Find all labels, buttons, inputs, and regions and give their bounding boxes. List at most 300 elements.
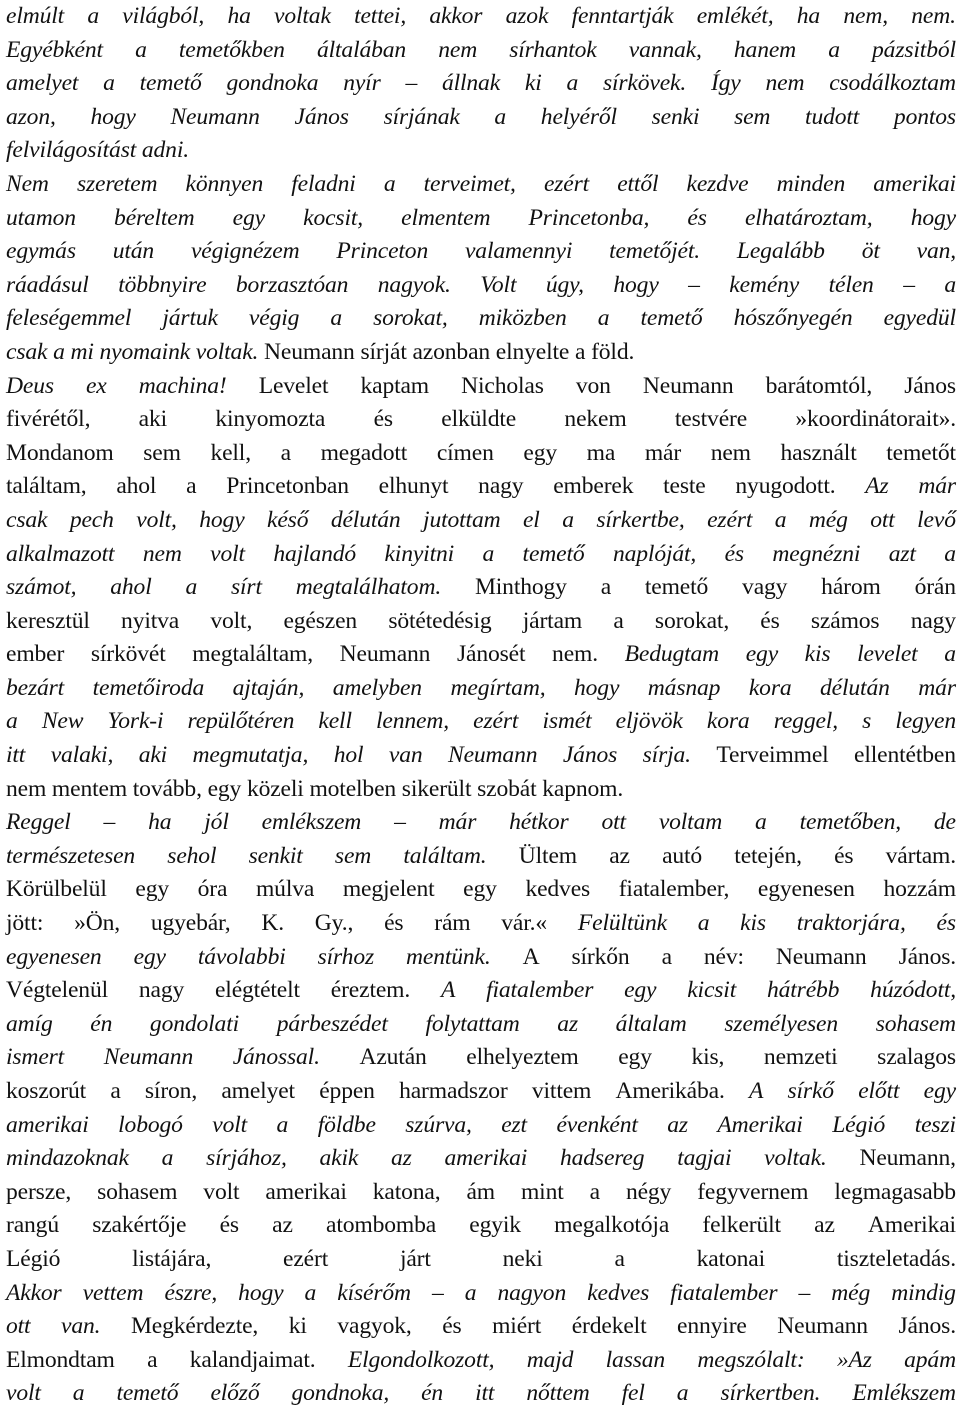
word: apám xyxy=(904,1346,956,1373)
word: elküldte xyxy=(441,406,517,433)
document-page xyxy=(6,0,956,1411)
word: János xyxy=(294,103,349,130)
word: hogy xyxy=(199,506,245,533)
word: Így xyxy=(710,70,741,97)
word: ember xyxy=(6,641,65,668)
word: sírkő xyxy=(787,1078,834,1104)
word: volt, xyxy=(210,607,253,634)
word: Elmondtam xyxy=(6,1346,115,1373)
word: amelyet xyxy=(6,70,79,97)
word: amerikai xyxy=(265,1178,347,1205)
word: kalandjaimat. xyxy=(189,1346,316,1373)
word: hogy xyxy=(90,103,136,130)
word: nem, xyxy=(843,3,888,29)
word: de xyxy=(933,809,956,836)
word: utamon xyxy=(6,204,76,231)
word: szeretem xyxy=(76,170,158,197)
word: jól xyxy=(204,809,229,836)
word: egy xyxy=(618,1044,652,1071)
text-line xyxy=(6,235,956,269)
word: a xyxy=(110,1078,121,1104)
word: ma xyxy=(586,439,616,466)
word: Az xyxy=(865,473,889,500)
word: teste xyxy=(663,473,706,500)
word: hogy xyxy=(574,674,620,701)
word: sírhantok xyxy=(509,36,597,63)
word: hol xyxy=(333,742,364,769)
word: hogy xyxy=(613,271,659,298)
word: majd xyxy=(526,1346,574,1373)
word: tettei, xyxy=(354,3,407,29)
word: Felültünk xyxy=(577,910,667,937)
word: Azután xyxy=(359,1044,427,1071)
word: kis xyxy=(804,641,831,668)
word: Neumann xyxy=(642,372,734,399)
word: én xyxy=(90,1010,113,1037)
text-line xyxy=(6,1075,956,1109)
text-line xyxy=(6,806,956,840)
word: bezárt xyxy=(6,674,65,701)
word: télen xyxy=(828,271,874,298)
word: temető xyxy=(139,70,202,97)
word: barátomtól, xyxy=(765,372,873,399)
word: évenként xyxy=(556,1111,638,1138)
word: rangú xyxy=(6,1212,59,1239)
text-line xyxy=(6,101,956,135)
word: azon, xyxy=(6,103,56,130)
word: sem xyxy=(734,103,771,130)
word: ott xyxy=(870,506,895,533)
word: az xyxy=(667,1111,688,1138)
word: a xyxy=(944,271,956,298)
word: vettem xyxy=(82,1279,144,1306)
word: Jánossal. xyxy=(232,1044,320,1071)
word: szalagos xyxy=(877,1044,956,1071)
word: a xyxy=(72,1380,85,1407)
word: hogy xyxy=(910,204,956,231)
word: egy xyxy=(232,204,265,231)
text-line xyxy=(6,1310,956,1344)
word: fegyvernem xyxy=(697,1178,809,1205)
word: természetesen xyxy=(6,842,136,869)
text-line xyxy=(6,403,956,437)
word: vittem xyxy=(531,1078,592,1104)
word: ezért xyxy=(473,708,519,735)
word: emlékét, xyxy=(696,3,774,29)
word: autó xyxy=(662,842,703,869)
word: nagy xyxy=(478,473,524,500)
text-line xyxy=(6,1377,956,1411)
word: legyen xyxy=(895,708,956,735)
word: Légió xyxy=(832,1111,886,1138)
word: – xyxy=(405,70,418,97)
word: nyír xyxy=(343,70,381,97)
word: ahol xyxy=(110,574,152,601)
word: senki xyxy=(651,103,700,130)
word: a xyxy=(330,305,342,332)
word: állnak xyxy=(441,70,501,97)
word: már xyxy=(644,439,682,466)
word: levő xyxy=(917,506,956,533)
word: volt xyxy=(210,540,245,567)
word: eljövök xyxy=(615,708,683,735)
word: itt xyxy=(475,1380,495,1407)
word: katonai xyxy=(696,1245,766,1272)
word: sem xyxy=(143,439,181,466)
word: fiatalember xyxy=(486,977,594,1004)
word: Ültem xyxy=(518,842,577,869)
word: nagyok. xyxy=(377,271,451,298)
word: lassan xyxy=(605,1346,666,1373)
text-line xyxy=(6,67,956,101)
word: A xyxy=(440,977,456,1004)
word: mindazoknak xyxy=(6,1145,129,1172)
word: kinyitni xyxy=(384,540,455,567)
word: jártuk xyxy=(162,305,218,332)
word: nekem xyxy=(564,406,627,433)
word: szúrva, xyxy=(405,1111,472,1138)
word: feladni xyxy=(291,170,356,197)
word: – xyxy=(903,271,915,298)
word: persze, xyxy=(6,1178,72,1205)
word: traktorjára, xyxy=(796,910,906,937)
word: sírjához, xyxy=(206,1145,287,1172)
word: vagy xyxy=(742,574,788,601)
word: temető xyxy=(640,305,703,332)
word: megírtam, xyxy=(450,674,546,701)
word: előző xyxy=(210,1380,260,1407)
word: alkalmazott xyxy=(6,540,115,567)
word: egy xyxy=(523,439,557,466)
word: három xyxy=(821,574,881,601)
word: név: xyxy=(703,943,744,970)
word: a xyxy=(464,1279,477,1306)
text-line xyxy=(6,1142,956,1176)
text-line xyxy=(6,1209,956,1243)
word: keresztül xyxy=(6,607,90,634)
word: nőttem xyxy=(526,1380,590,1407)
word: sírja. xyxy=(642,742,691,769)
word: előtt xyxy=(858,1078,900,1104)
word: találtam. xyxy=(403,842,487,869)
word: használt xyxy=(780,439,857,466)
word: egy xyxy=(135,876,169,903)
word: megalkotója xyxy=(554,1212,670,1239)
text-line xyxy=(6,605,956,639)
word: Nem xyxy=(6,170,49,197)
word: a xyxy=(185,574,198,601)
word: sírjának xyxy=(383,103,460,130)
word: sírkövét xyxy=(90,641,166,668)
word: kinyomozta xyxy=(215,406,326,433)
word: Mondanom xyxy=(6,439,114,466)
word: egyenesen xyxy=(757,876,855,903)
word: itt xyxy=(6,742,26,769)
word: vagyok, xyxy=(337,1313,412,1340)
word: Levelet xyxy=(258,372,329,399)
word: gondnoka xyxy=(226,70,319,97)
word: a xyxy=(600,574,612,601)
word: van. xyxy=(61,1313,101,1340)
word: egymás xyxy=(6,238,76,265)
word: és xyxy=(687,204,707,231)
word: amíg xyxy=(6,1010,53,1037)
word: amelyben xyxy=(332,674,422,701)
word: éppen xyxy=(319,1078,375,1104)
word: késő xyxy=(267,506,309,533)
text-line xyxy=(6,470,956,504)
word: temetőben, xyxy=(799,809,901,836)
word: ennyire xyxy=(677,1313,747,1340)
word: Princetonba, xyxy=(528,204,650,231)
word: párbeszédet xyxy=(276,1010,388,1037)
word: Neumann xyxy=(447,742,538,769)
word: egészen xyxy=(283,607,358,634)
word: el xyxy=(522,506,540,533)
word: sohasem xyxy=(875,1010,956,1037)
text-line xyxy=(6,840,956,874)
word: pázsitból xyxy=(872,36,956,63)
word: rám xyxy=(434,910,471,937)
word: a xyxy=(103,70,115,97)
word: kaptam xyxy=(360,372,430,399)
word: Minthogy xyxy=(474,574,567,601)
word: és xyxy=(219,1212,239,1239)
word: Emlékszem xyxy=(852,1380,956,1407)
word: egy xyxy=(463,876,497,903)
word: a xyxy=(661,943,672,970)
word: ki xyxy=(288,1313,307,1340)
word: ugyebár, xyxy=(150,910,231,937)
word: a xyxy=(589,1178,600,1205)
word: sírhoz xyxy=(317,943,374,970)
word: egyenesen xyxy=(6,943,102,970)
word: ott xyxy=(6,1313,31,1340)
word: és xyxy=(936,910,956,937)
word: a xyxy=(482,540,495,567)
word: János xyxy=(904,372,956,399)
word: a xyxy=(774,506,787,533)
word: temetőiroda xyxy=(92,674,205,701)
word: délután xyxy=(330,506,401,533)
word: világból, xyxy=(122,3,205,29)
word: béreltem xyxy=(114,204,195,231)
text-line xyxy=(6,34,956,68)
word: Neumann xyxy=(170,103,260,130)
word: listájára, xyxy=(132,1245,212,1272)
word: délután xyxy=(820,674,890,701)
word: már xyxy=(918,473,956,500)
word: Amerikába. xyxy=(615,1078,725,1104)
word: harmadszor xyxy=(399,1078,508,1104)
text-line xyxy=(6,1008,956,1042)
word: és xyxy=(442,1313,462,1340)
word: személyesen xyxy=(724,1010,839,1037)
text-line xyxy=(6,538,956,572)
word: Princetonban xyxy=(226,473,349,500)
text-line xyxy=(6,1041,956,1075)
word: tudott xyxy=(805,103,860,130)
word: katona, xyxy=(372,1178,441,1205)
word: János. xyxy=(898,1313,956,1340)
word: fiatalember xyxy=(670,1279,778,1306)
word: és xyxy=(373,406,393,433)
word: másnap xyxy=(647,674,721,701)
word: mentünk. xyxy=(405,943,491,970)
word: van xyxy=(388,742,423,769)
word: terveimet, xyxy=(423,170,516,197)
word: volt xyxy=(6,1380,41,1407)
word: teszi xyxy=(914,1111,956,1138)
word: York-i xyxy=(107,708,164,735)
word: akik xyxy=(319,1145,359,1172)
word: múlva xyxy=(255,876,315,903)
word: elmentem xyxy=(401,204,491,231)
word: sírkertbe, xyxy=(596,506,685,533)
word: jártam xyxy=(522,607,583,634)
word: megnézni xyxy=(772,540,861,567)
word: egy xyxy=(133,943,166,970)
word: ha xyxy=(148,809,172,836)
word: Bedugtam xyxy=(624,641,720,668)
word: elmúlt xyxy=(6,3,65,29)
word: A xyxy=(748,1078,764,1104)
word: a xyxy=(304,1279,317,1306)
word: az xyxy=(814,1212,835,1239)
word: emlékszem xyxy=(261,809,362,836)
word: távolabbi xyxy=(197,943,286,970)
word: általam xyxy=(615,1010,687,1037)
word: felkerült xyxy=(702,1212,781,1239)
word: sötétedésig xyxy=(388,607,492,634)
word: hogy xyxy=(238,1279,284,1306)
word: egy xyxy=(745,641,779,668)
word: a xyxy=(944,641,956,668)
word: tagjai xyxy=(677,1145,732,1172)
word: egyik xyxy=(469,1212,521,1239)
word: nagyon xyxy=(497,1279,567,1306)
word: emberek xyxy=(553,473,634,500)
word: nemzeti xyxy=(763,1044,838,1071)
word: Amerikai xyxy=(868,1212,956,1239)
word: voltak xyxy=(274,3,331,29)
word: Gy., xyxy=(314,910,354,937)
word: Légió xyxy=(6,1245,61,1272)
word: a xyxy=(614,1245,625,1272)
word: hozzám xyxy=(883,876,956,903)
word: ezért xyxy=(283,1245,329,1272)
word: hétkor xyxy=(509,809,569,836)
text-line xyxy=(6,1344,956,1378)
word: ismert xyxy=(6,1044,65,1071)
word: gondolati xyxy=(149,1010,240,1037)
word: nem xyxy=(142,540,182,567)
word: lennem, xyxy=(376,708,449,735)
word: éreztem. xyxy=(330,977,411,1004)
word: tetején, xyxy=(734,842,802,869)
word: Deus xyxy=(6,372,54,399)
word: ráadásul xyxy=(6,271,89,298)
word: nem. xyxy=(552,641,598,668)
word: már xyxy=(438,809,477,836)
word: a xyxy=(135,36,147,63)
word: temető xyxy=(116,1380,179,1407)
word: végignézem xyxy=(190,238,300,265)
text-line xyxy=(6,1243,956,1277)
word: már xyxy=(918,674,956,701)
word: K. xyxy=(261,910,284,937)
word: »koordinátorait». xyxy=(795,406,956,433)
word: többnyire xyxy=(118,271,207,298)
word: címen xyxy=(436,439,494,466)
word: voltak. xyxy=(764,1145,827,1172)
word: mint xyxy=(520,1178,564,1205)
word: Neumann, xyxy=(859,1145,956,1172)
word: a xyxy=(613,607,624,634)
text-line xyxy=(6,873,956,907)
text-run: felvilágosítást adni. xyxy=(6,137,189,164)
word: kell, xyxy=(210,439,251,466)
word: én xyxy=(421,1380,444,1407)
word: akkor xyxy=(429,3,483,29)
word: hadsereg xyxy=(559,1145,645,1172)
word: számos xyxy=(810,607,880,634)
word: volt, xyxy=(136,506,177,533)
text-line xyxy=(6,370,956,404)
word: valamennyi xyxy=(464,238,573,265)
word: a xyxy=(6,708,18,735)
word: ha xyxy=(796,3,821,29)
word: »Ön, xyxy=(74,910,121,937)
word: földbe xyxy=(317,1111,376,1138)
word: kedves xyxy=(525,876,591,903)
word: megadott xyxy=(320,439,408,466)
word: ahol xyxy=(116,473,157,500)
word: Végtelenül xyxy=(6,977,109,1004)
word: kemény xyxy=(729,271,800,298)
word: ezt xyxy=(501,1111,527,1138)
word: könnyen xyxy=(185,170,264,197)
text-line xyxy=(6,773,956,807)
text-line xyxy=(6,638,956,672)
word: sorokat, xyxy=(654,607,730,634)
word: aki xyxy=(138,406,168,433)
word: temető xyxy=(522,540,585,567)
word: az xyxy=(272,1212,293,1239)
word: kell xyxy=(318,708,352,735)
word: ettől xyxy=(617,170,659,197)
word: végig xyxy=(248,305,300,332)
word: elhatároztam, xyxy=(744,204,873,231)
word: Jánosét xyxy=(456,641,526,668)
word: vár.« xyxy=(501,910,548,937)
word: – xyxy=(103,809,116,836)
word: tiszteletadás. xyxy=(836,1245,956,1272)
word: temetőkben xyxy=(178,36,285,63)
word: levelet xyxy=(857,641,918,668)
word: valaki, xyxy=(50,742,114,769)
word: kis xyxy=(740,910,766,937)
word: folytattam xyxy=(425,1010,520,1037)
word: feleségemmel xyxy=(6,305,132,332)
word: csodálkoztam xyxy=(829,70,956,97)
word: a xyxy=(87,3,100,29)
word: temetőjét. xyxy=(609,238,700,265)
word: azok xyxy=(505,3,549,29)
word: megszólalt: xyxy=(697,1346,805,1373)
word: aki xyxy=(138,742,168,769)
word: fenntartják xyxy=(571,3,674,29)
